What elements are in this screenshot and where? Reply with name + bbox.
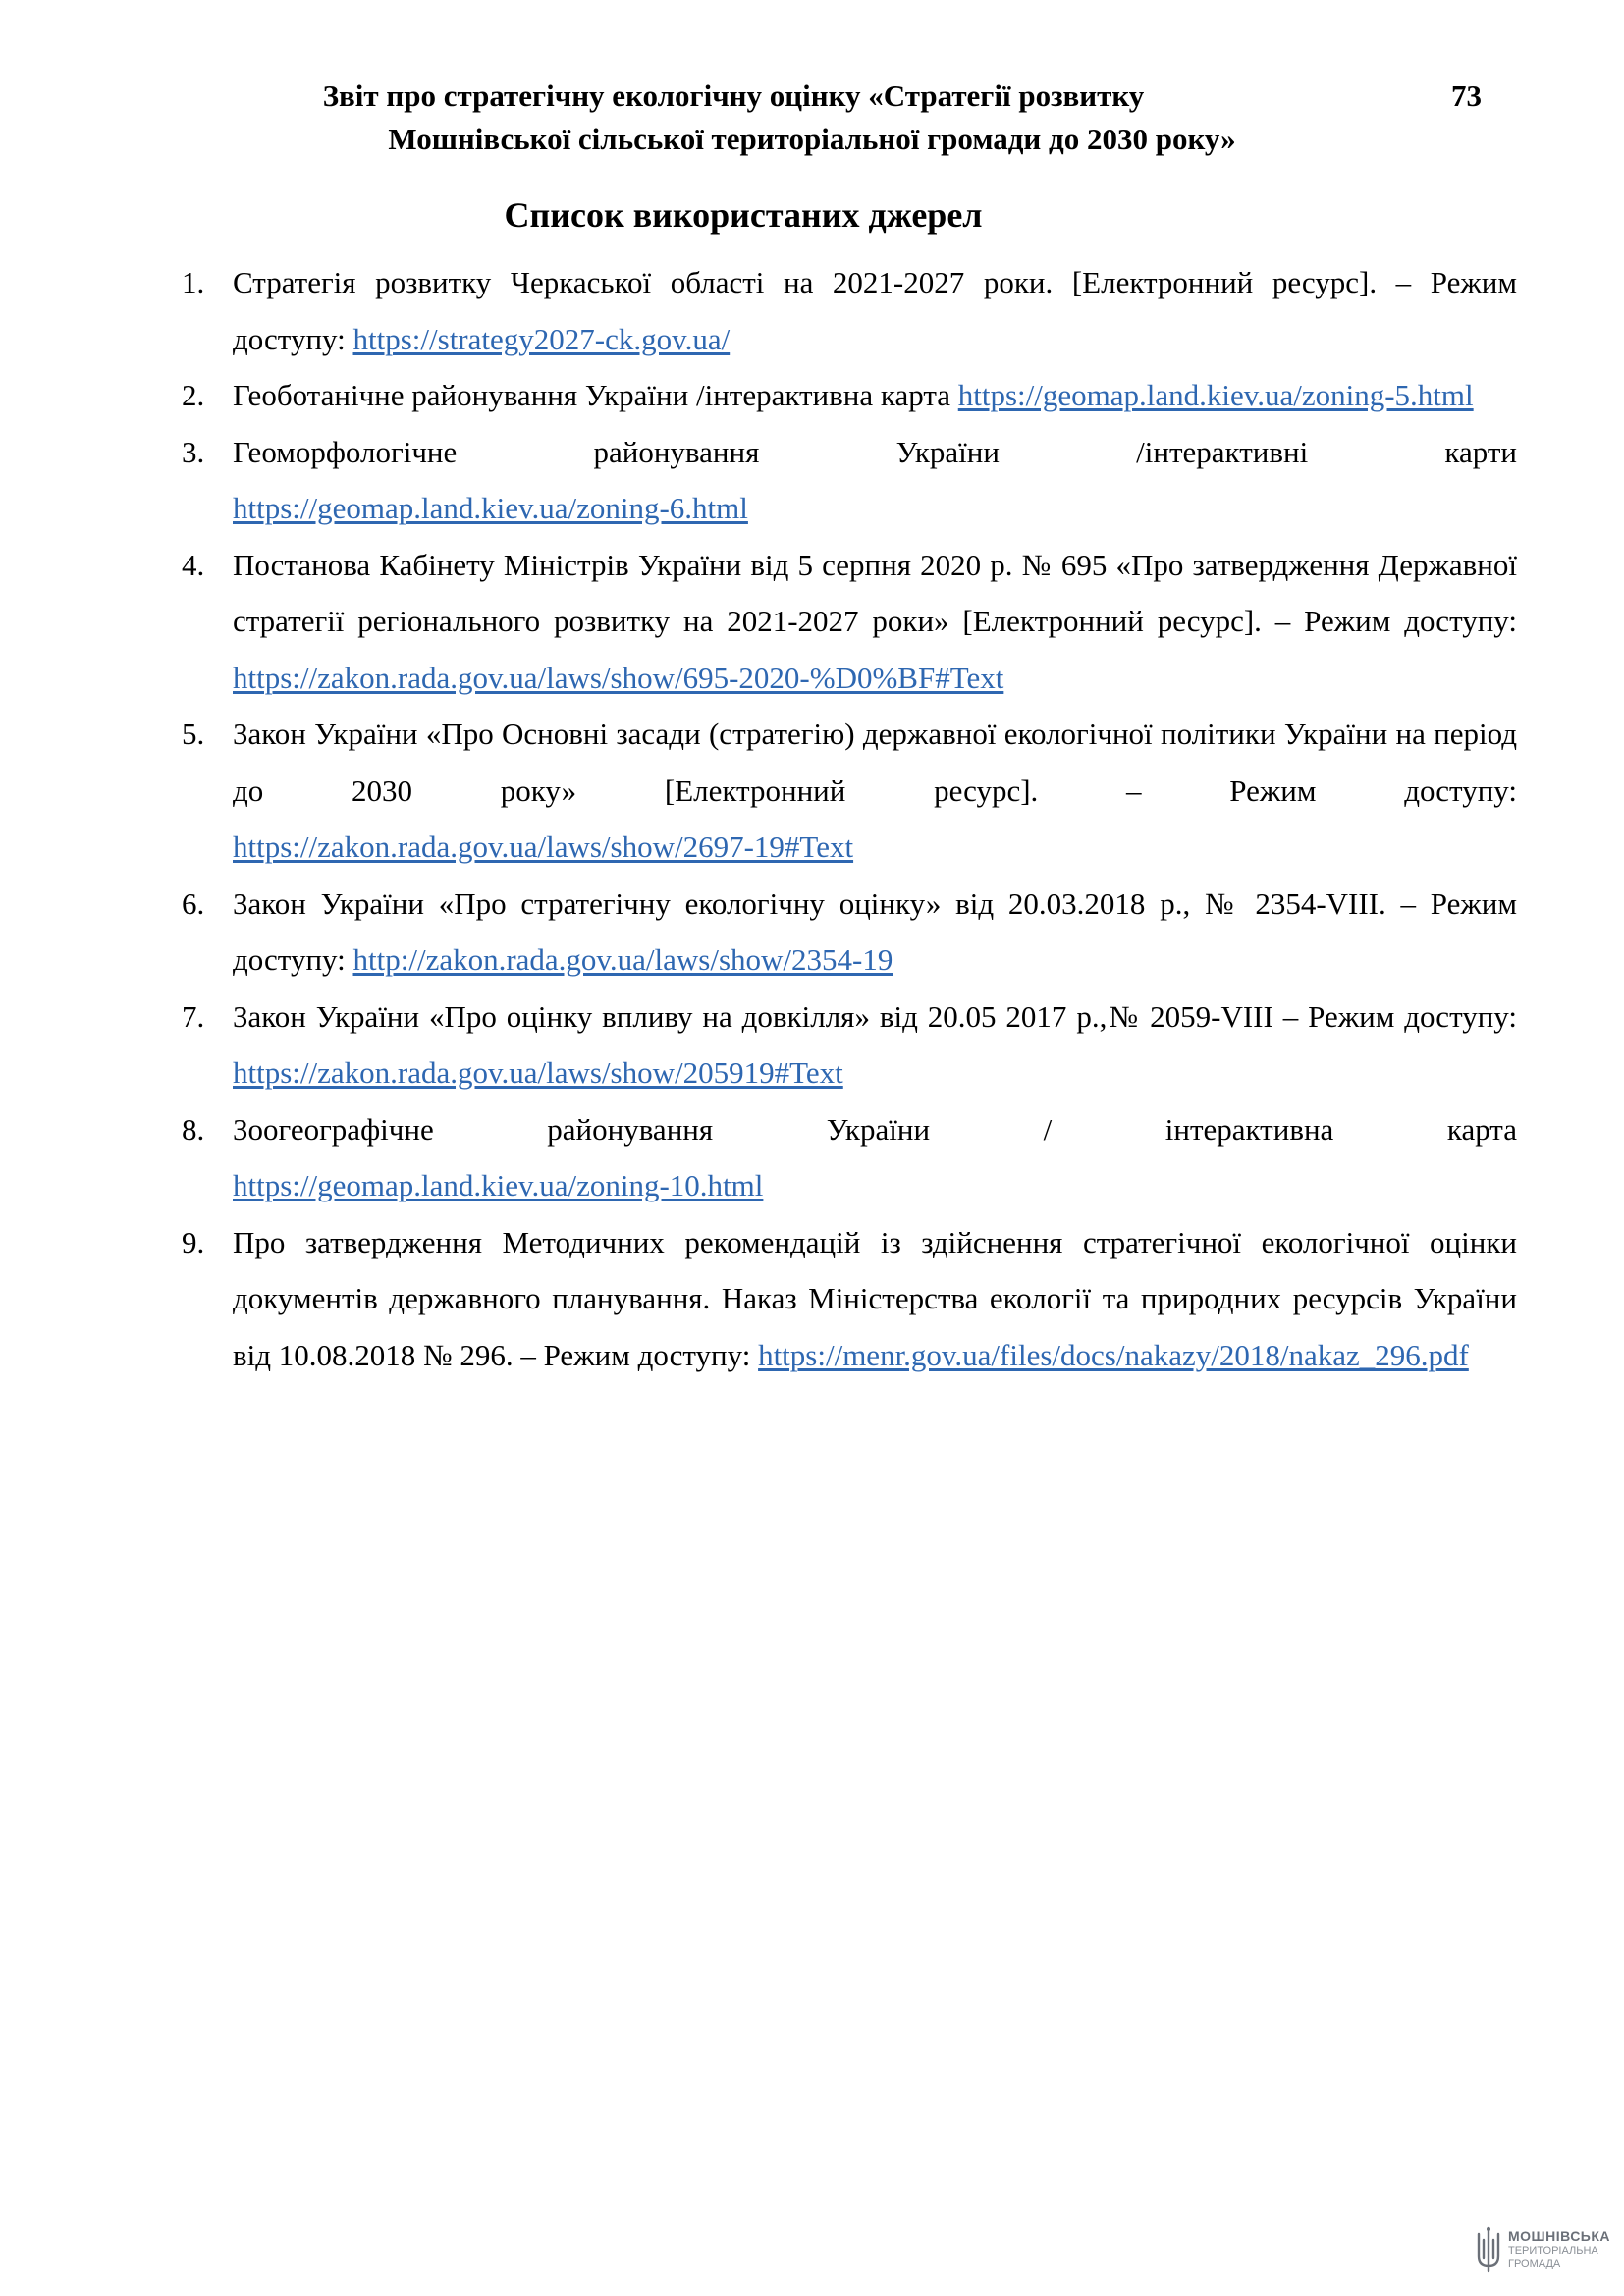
reference-item [182,876,1517,988]
reference-text: Зоогеографічне районування України / інтерактивна карта [233,1111,1517,1147]
reference-number: 5. [182,717,205,751]
reference-text: Стратегія розвитку Черкаської області на 2021-2027 роки. [Електронний ресурс]. – Режим доступу: [233,265,1517,356]
reference-number: 4. [182,547,205,582]
trident-icon [1475,2226,1502,2273]
page-number: 73 [1451,79,1482,113]
reference-link[interactable]: https://geomap.land.kiev.ua/zoning-10.html [233,1168,764,1202]
reference-link[interactable]: https://zakon.rada.gov.ua/laws/show/205919#Text [233,1055,843,1090]
reference-item [182,367,1517,424]
logo-title: МОШНІВСЬКА [1508,2228,1611,2244]
reference-number: 6. [182,885,205,921]
logo-subtitle-line-2: ГРОМАДА [1508,2258,1561,2269]
community-logo [1475,2226,1611,2275]
logo-subtitle [1508,2245,1598,2270]
reference-item [182,537,1517,707]
reference-link[interactable]: https://geomap.land.kiev.ua/zoning-6.html [233,491,748,525]
reference-list [182,254,1517,1383]
reference-item [182,1101,1517,1214]
reference-number: 9. [182,1224,205,1259]
reference-item [182,254,1517,367]
reference-text: Про затвердження Методичних рекомендацій із здійснення стратегічної екологічної оцінки документів державного планування. Наказ Міністерства екології та природних ресурсів України від 10.08.2018 № 296. – Режим доступу: [233,1224,1517,1372]
section-title: Список використаних джерел [504,195,983,235]
reference-text: Закон України «Про Основні засади (стратегію) державної екологічної політики України на період до 2030 року» [Електронний ресурс]. – Режим доступу: [233,717,1517,808]
logo-subtitle-line-1: ТЕРИТОРІАЛЬНА [1508,2245,1598,2257]
reference-text: Постанова Кабінету Міністрів України від 5 серпня 2020 р. № 695 «Про затвердження Державної стратегії регіонального розвитку на 2021-2027 роки» [Електронний ресурс]. – Режим доступу: [233,547,1517,638]
reference-link[interactable]: https://zakon.rada.gov.ua/laws/show/695-2020-%D0%BF#Text [233,660,1004,695]
reference-number: 8. [182,1111,205,1147]
reference-text: Геоботанічне районування України /інтерактивна карта [233,378,958,412]
reference-number: 2. [182,378,205,412]
header-line-1: Звіт про стратегічну екологічну оцінку «Стратегії розвитку [322,79,1145,113]
reference-number: 7. [182,998,205,1034]
reference-text: Закон України «Про оцінку впливу на довкілля» від 20.05 2017 р.,№ 2059-VIII – Режим доступу: [233,998,1517,1034]
header-line-2: Мошнівської сільської територіальної громади до 2030 року» [388,122,1236,156]
reference-item [182,988,1517,1101]
reference-number: 3. [182,434,205,469]
reference-number: 1. [182,265,205,299]
reference-text: Закон України «Про стратегічну екологічну оцінку» від 20.03.2018 р., № 2354-VIII. – Режим доступу: [233,885,1517,977]
reference-item [182,1214,1517,1384]
reference-link[interactable]: https://zakon.rada.gov.ua/laws/show/2697-19#Text [233,829,854,864]
reference-link[interactable]: http://zakon.rada.gov.ua/laws/show/2354-19 [352,942,893,977]
reference-item [182,424,1517,537]
reference-link[interactable]: https://strategy2027-ck.gov.ua/ [352,321,731,356]
reference-link[interactable]: https://menr.gov.ua/files/docs/nakazy/2018/nakaz_296.pdf [758,1337,1469,1372]
reference-item [182,706,1517,876]
reference-link[interactable]: https://geomap.land.kiev.ua/zoning-5.html [957,378,1474,412]
reference-text: Геоморфологічне районування України /інтерактивні карти [233,434,1517,469]
